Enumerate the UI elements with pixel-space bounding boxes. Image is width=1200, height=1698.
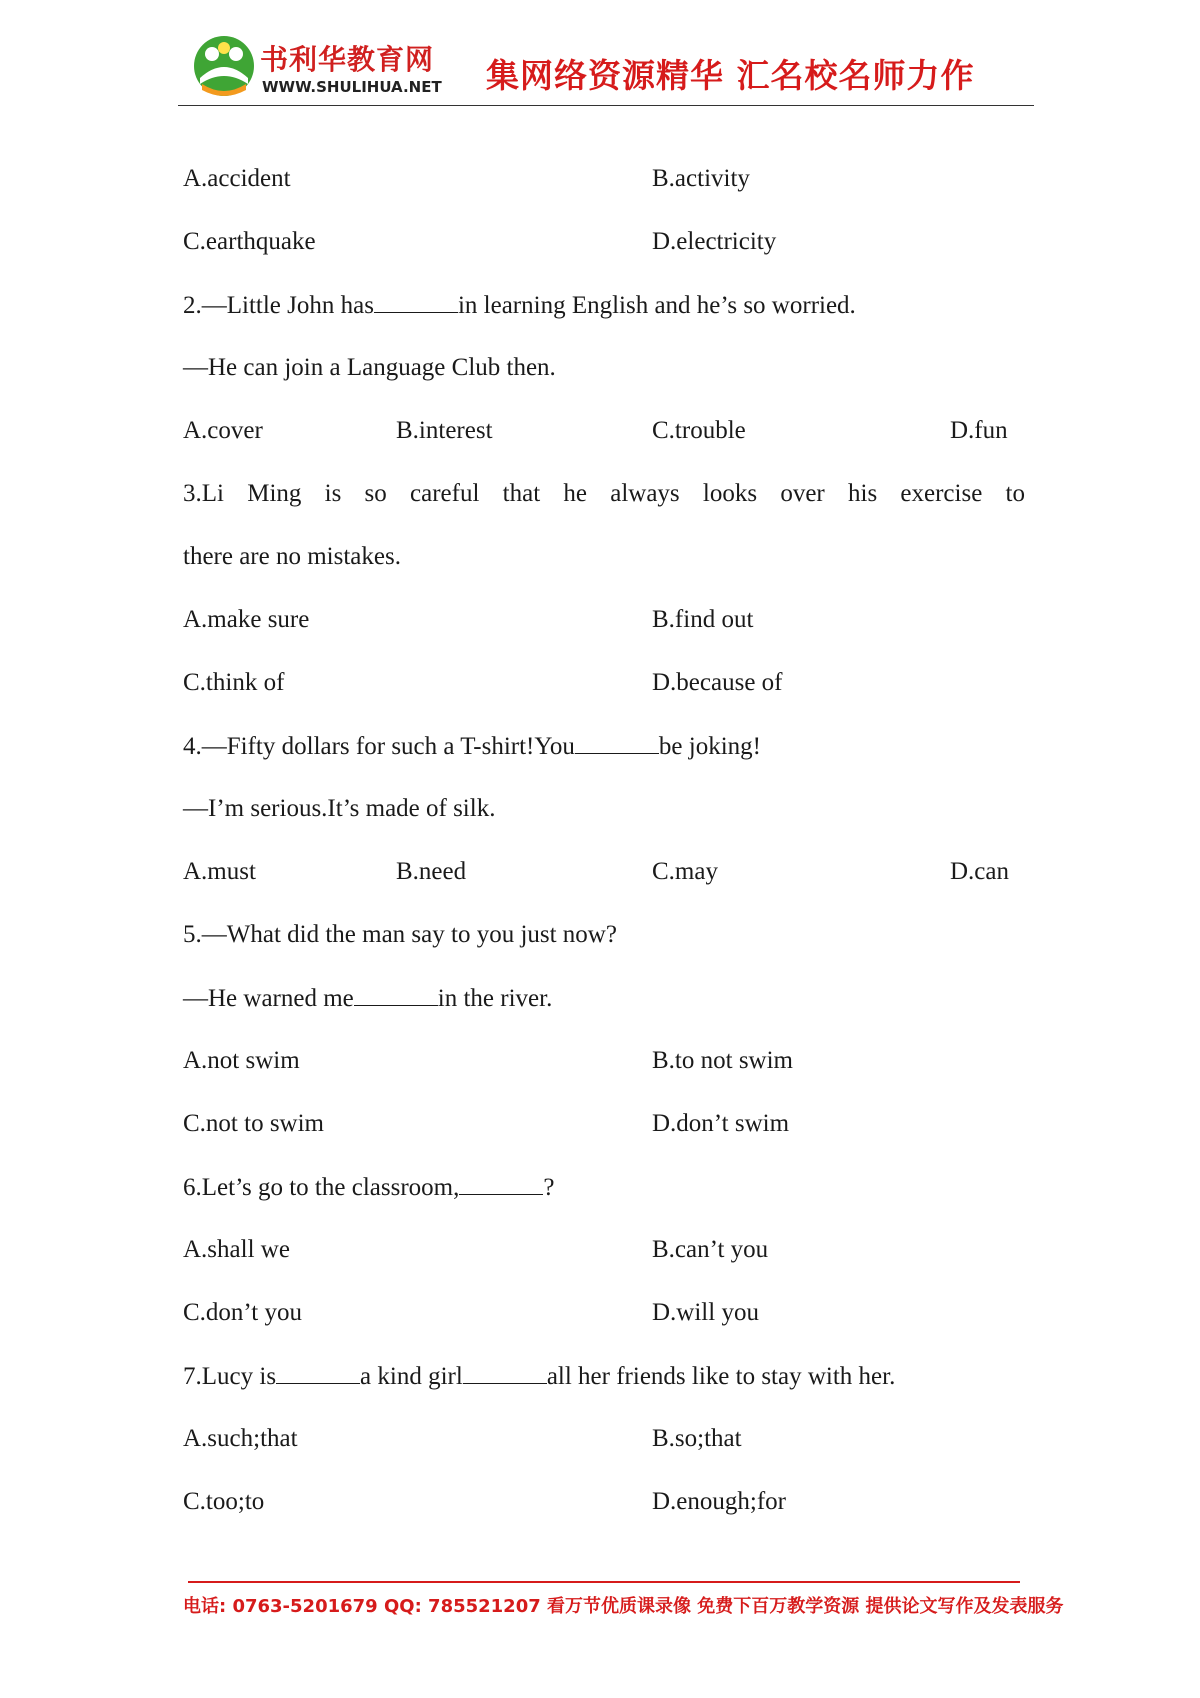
- q4-stem-before: 4.—Fifty dollars for such a T-shirt!You: [183, 733, 575, 760]
- q5-option-d: D.don’t swim: [652, 1110, 790, 1137]
- q5-reply-after: in the river.: [437, 985, 553, 1012]
- q2-option-c: C.trouble: [652, 417, 746, 444]
- q7-option-b: B.so;that: [652, 1425, 742, 1452]
- footer-divider: [188, 1581, 1020, 1583]
- site-url: WWW.SHULIHUA.NET: [262, 78, 442, 96]
- answer-blank: [459, 1172, 543, 1195]
- q7-option-c: C.too;to: [183, 1488, 265, 1515]
- q2-stem: [183, 290, 856, 321]
- q3-option-d: D.because of: [652, 669, 783, 696]
- q7-option-a: A.such;that: [183, 1425, 298, 1452]
- q2-stem-after: in learning English and he’s so worried.: [457, 292, 856, 319]
- page-header: [180, 28, 1030, 108]
- q6-stem: [183, 1172, 554, 1203]
- answer-blank: [354, 983, 438, 1006]
- q7-option-d: D.enough;for: [652, 1488, 786, 1515]
- q1-option-c: C.earthquake: [183, 228, 316, 255]
- q6-option-d: D.will you: [652, 1299, 759, 1326]
- q4-option-a: A.must: [183, 858, 256, 885]
- q5-reply: [183, 983, 552, 1014]
- q6-stem-before: 6.Let’s go to the classroom,: [183, 1174, 460, 1201]
- q2-option-d: D.fun: [950, 417, 1008, 444]
- q3-option-a: A.make sure: [183, 606, 310, 633]
- q1-option-b: B.activity: [652, 165, 750, 192]
- q3-stem-line1: 3.Li Ming is so careful that he always looks over his exercise to: [183, 480, 1025, 507]
- q6-stem-after: ?: [543, 1174, 555, 1201]
- q7-stem-before: 7.Lucy is: [183, 1363, 277, 1390]
- q6-option-a: A.shall we: [183, 1236, 290, 1263]
- q5-option-c: C.not to swim: [183, 1110, 324, 1137]
- q5-option-b: B.to not swim: [652, 1047, 793, 1074]
- site-name: 书利华教育网: [260, 43, 435, 76]
- header-slogan: 集网络资源精华 汇名校名师力作: [486, 56, 975, 95]
- q2-option-b: B.interest: [396, 417, 493, 444]
- header-divider: [178, 105, 1034, 106]
- q3-option-c: C.think of: [183, 669, 285, 696]
- q5-option-a: A.not swim: [183, 1047, 300, 1074]
- q4-option-b: B.need: [396, 858, 467, 885]
- answer-blank: [374, 290, 458, 313]
- answer-blank: [276, 1361, 360, 1384]
- q3-option-b: B.find out: [652, 606, 754, 633]
- q1-option-a: A.accident: [183, 165, 291, 192]
- q2-option-a: A.cover: [183, 417, 263, 444]
- q4-stem-after: be joking!: [658, 733, 761, 760]
- q7-stem-after: all her friends like to stay with her.: [546, 1363, 896, 1390]
- answer-blank: [575, 731, 659, 754]
- q1-option-d: D.electricity: [652, 228, 777, 255]
- answer-blank: [463, 1361, 547, 1384]
- shulihua-logo-icon: [192, 34, 256, 98]
- q6-option-c: C.don’t you: [183, 1299, 302, 1326]
- q5-reply-before: —He warned me: [183, 985, 354, 1012]
- q7-stem: [183, 1361, 895, 1392]
- q5-stem: 5.—What did the man say to you just now?: [183, 921, 617, 948]
- q2-reply: —He can join a Language Club then.: [183, 354, 556, 381]
- q6-option-b: B.can’t you: [652, 1236, 769, 1263]
- footer-contact-text: 电话: 0763-5201679 QQ: 785521207 看万节优质课录像 免费下百万教学资源 提供论文写作及发表服务: [183, 1596, 1064, 1617]
- q4-reply: —I’m serious.It’s made of silk.: [183, 795, 496, 822]
- q4-stem: [183, 731, 761, 762]
- q2-stem-before: 2.—Little John has: [183, 292, 374, 319]
- q4-option-c: C.may: [652, 858, 718, 885]
- q4-option-d: D.can: [950, 858, 1009, 885]
- q3-stem-line2: there are no mistakes.: [183, 543, 401, 570]
- q7-stem-middle: a kind girl: [360, 1363, 463, 1390]
